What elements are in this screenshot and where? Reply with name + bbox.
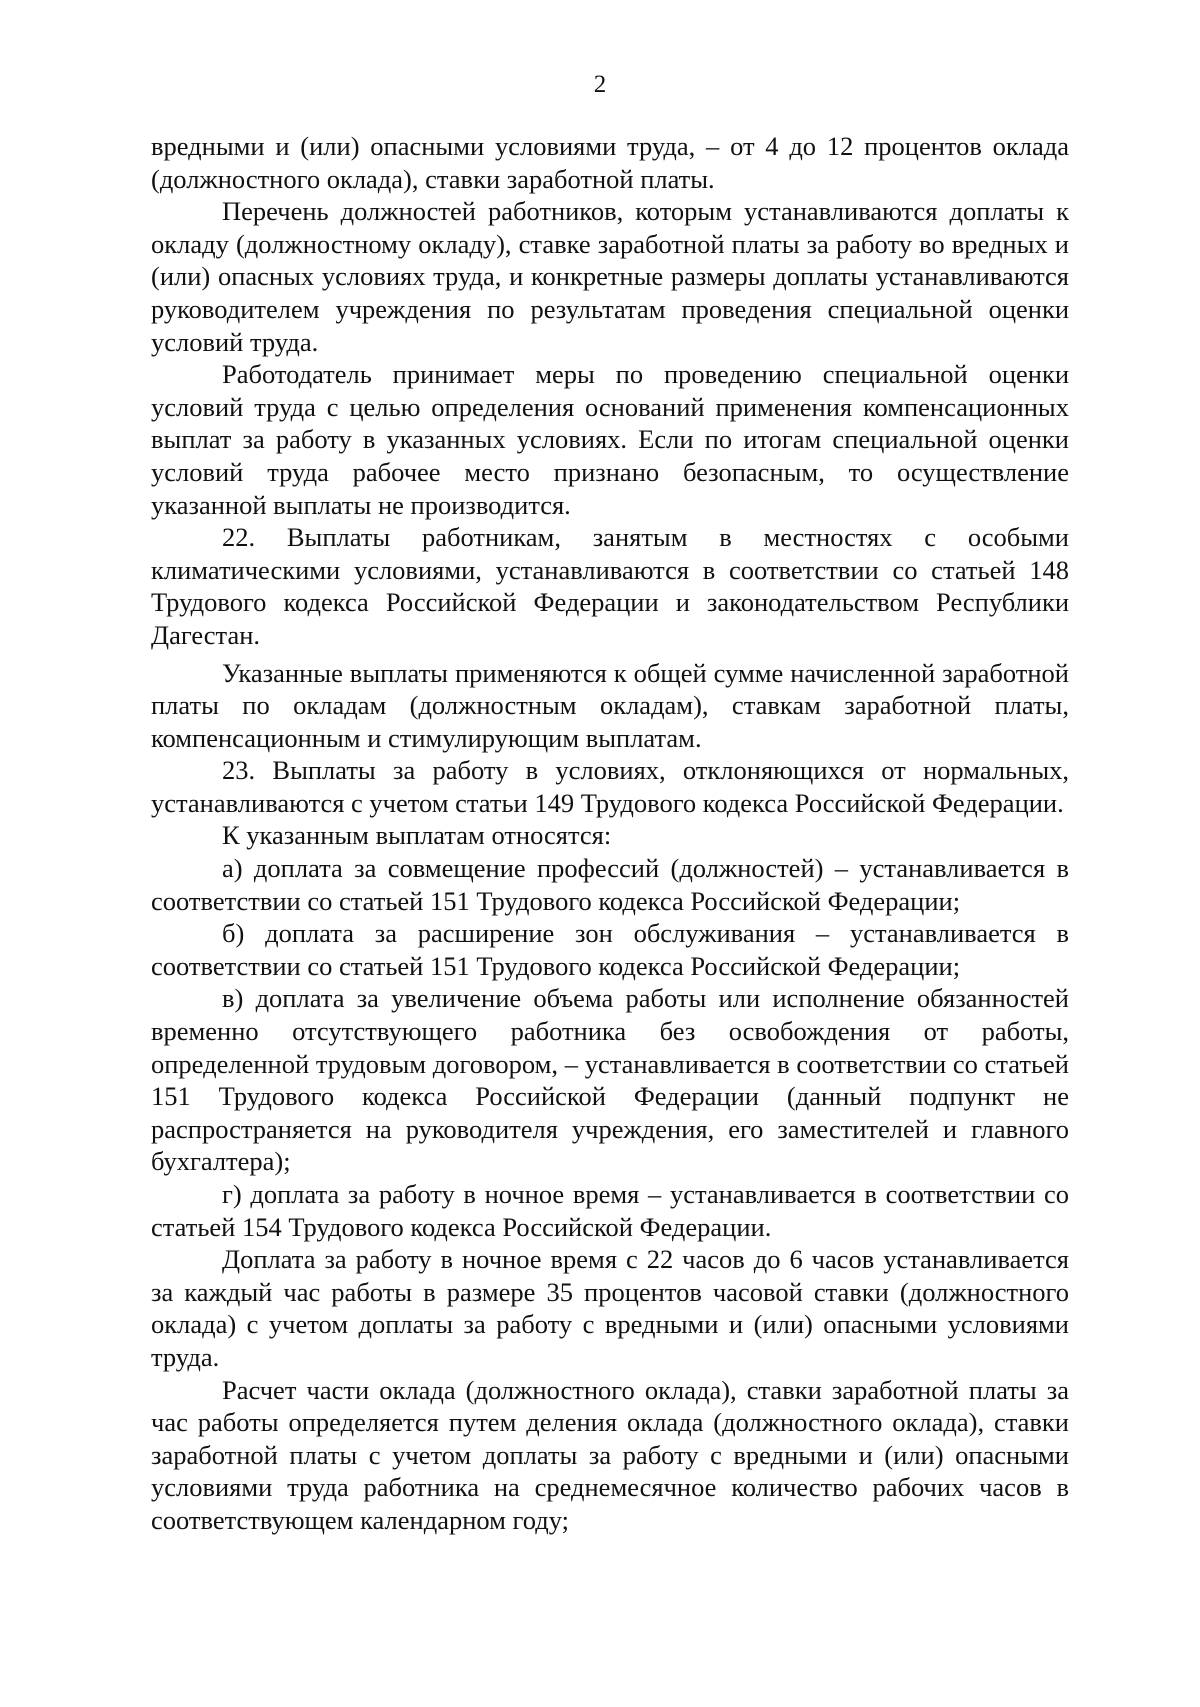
paragraph-hourly-calculation: Расчет части оклада (должностного оклада), ставки заработной платы за час работы определяется путем деления оклада (должностного оклада), ставки заработной платы с учетом доплаты за работу с вредными и (или) опасными условиями труда работника на среднемесячное количество рабочих часов в соответствующем календарном году; [151, 1374, 1069, 1535]
paragraph-subitem-v: в) доплата за увеличение объема работы или исполнение обязанностей временно отсутствующего работника без освобождения от работы, определенной трудовым договором, – устанавливается в соответствии со статьей 151 Трудового кодекса Российской Федерации (данный подпункт не распространяется на руководителя учреждения, его заместителей и главного бухгалтера); [151, 983, 1069, 1177]
paragraph-item-23: 23. Выплаты за работу в условиях, отклоняющихся от нормальных, устанавливаются с учетом статьи 149 Трудового кодекса Российской Федерации. [151, 755, 1069, 818]
page-number: 2 [593, 71, 607, 98]
paragraph-night-work-rate: Доплата за работу в ночное время с 22 часов до 6 часов устанавливается за каждый час работы в размере 35 процентов часовой ставки (должностного оклада) с учетом доплаты за работу с вредными и (или) опасными условиями труда. [151, 1244, 1069, 1372]
paragraph-payments-include: К указанным выплатам относятся: [222, 820, 612, 851]
paragraph-subitem-a: а) доплата за совмещение профессий (должностей) – устанавливается в соответствии со статьей 151 Трудового кодекса Российской Федерации; [151, 853, 1069, 916]
paragraph-subitem-b: б) доплата за расширение зон обслуживания – устанавливается в соответствии со статьей 151 Трудового кодекса Российской Федерации; [151, 918, 1069, 981]
paragraph-positions-list: Перечень должностей работников, которым устанавливаются доплаты к окладу (должностному окладу), ставке заработной платы за работу во вредных и (или) опасных условиях труда, и конкретные размеры доплаты устанавливаются руководителем учреждения по результатам проведения специальной оценки условий труда. [151, 196, 1069, 357]
paragraph-employer-assessment: Работодатель принимает меры по проведению специальной оценки условий труда с целью определения оснований применения компенсационных выплат за работу в указанных условиях. Если по итогам специальной оценки условий труда рабочее место признано безопасным, то осуществление указанной выплаты не производится. [151, 359, 1069, 520]
document-body [151, 130, 1069, 1537]
paragraph-item-22: 22. Выплаты работникам, занятым в местностях с особыми климатическими условиями, устанавливаются в соответствии со статьей 148 Трудового кодекса Российской Федерации и законодательством Республики Дагестан. [151, 522, 1069, 650]
paragraph-continuation: вредными и (или) опасными условиями труда, – от 4 до 12 процентов оклада (должностного оклада), ставки заработной платы. [151, 131, 1069, 194]
paragraph-payments-applied: Указанные выплаты применяются к общей сумме начисленной заработной платы по окладам (должностным окладам), ставкам заработной платы, компенсационным и стимулирующим выплатам. [151, 657, 1069, 753]
paragraph-subitem-g: г) доплата за работу в ночное время – устанавливается в соответствии со статьей 154 Трудового кодекса Российской Федерации. [151, 1179, 1069, 1242]
